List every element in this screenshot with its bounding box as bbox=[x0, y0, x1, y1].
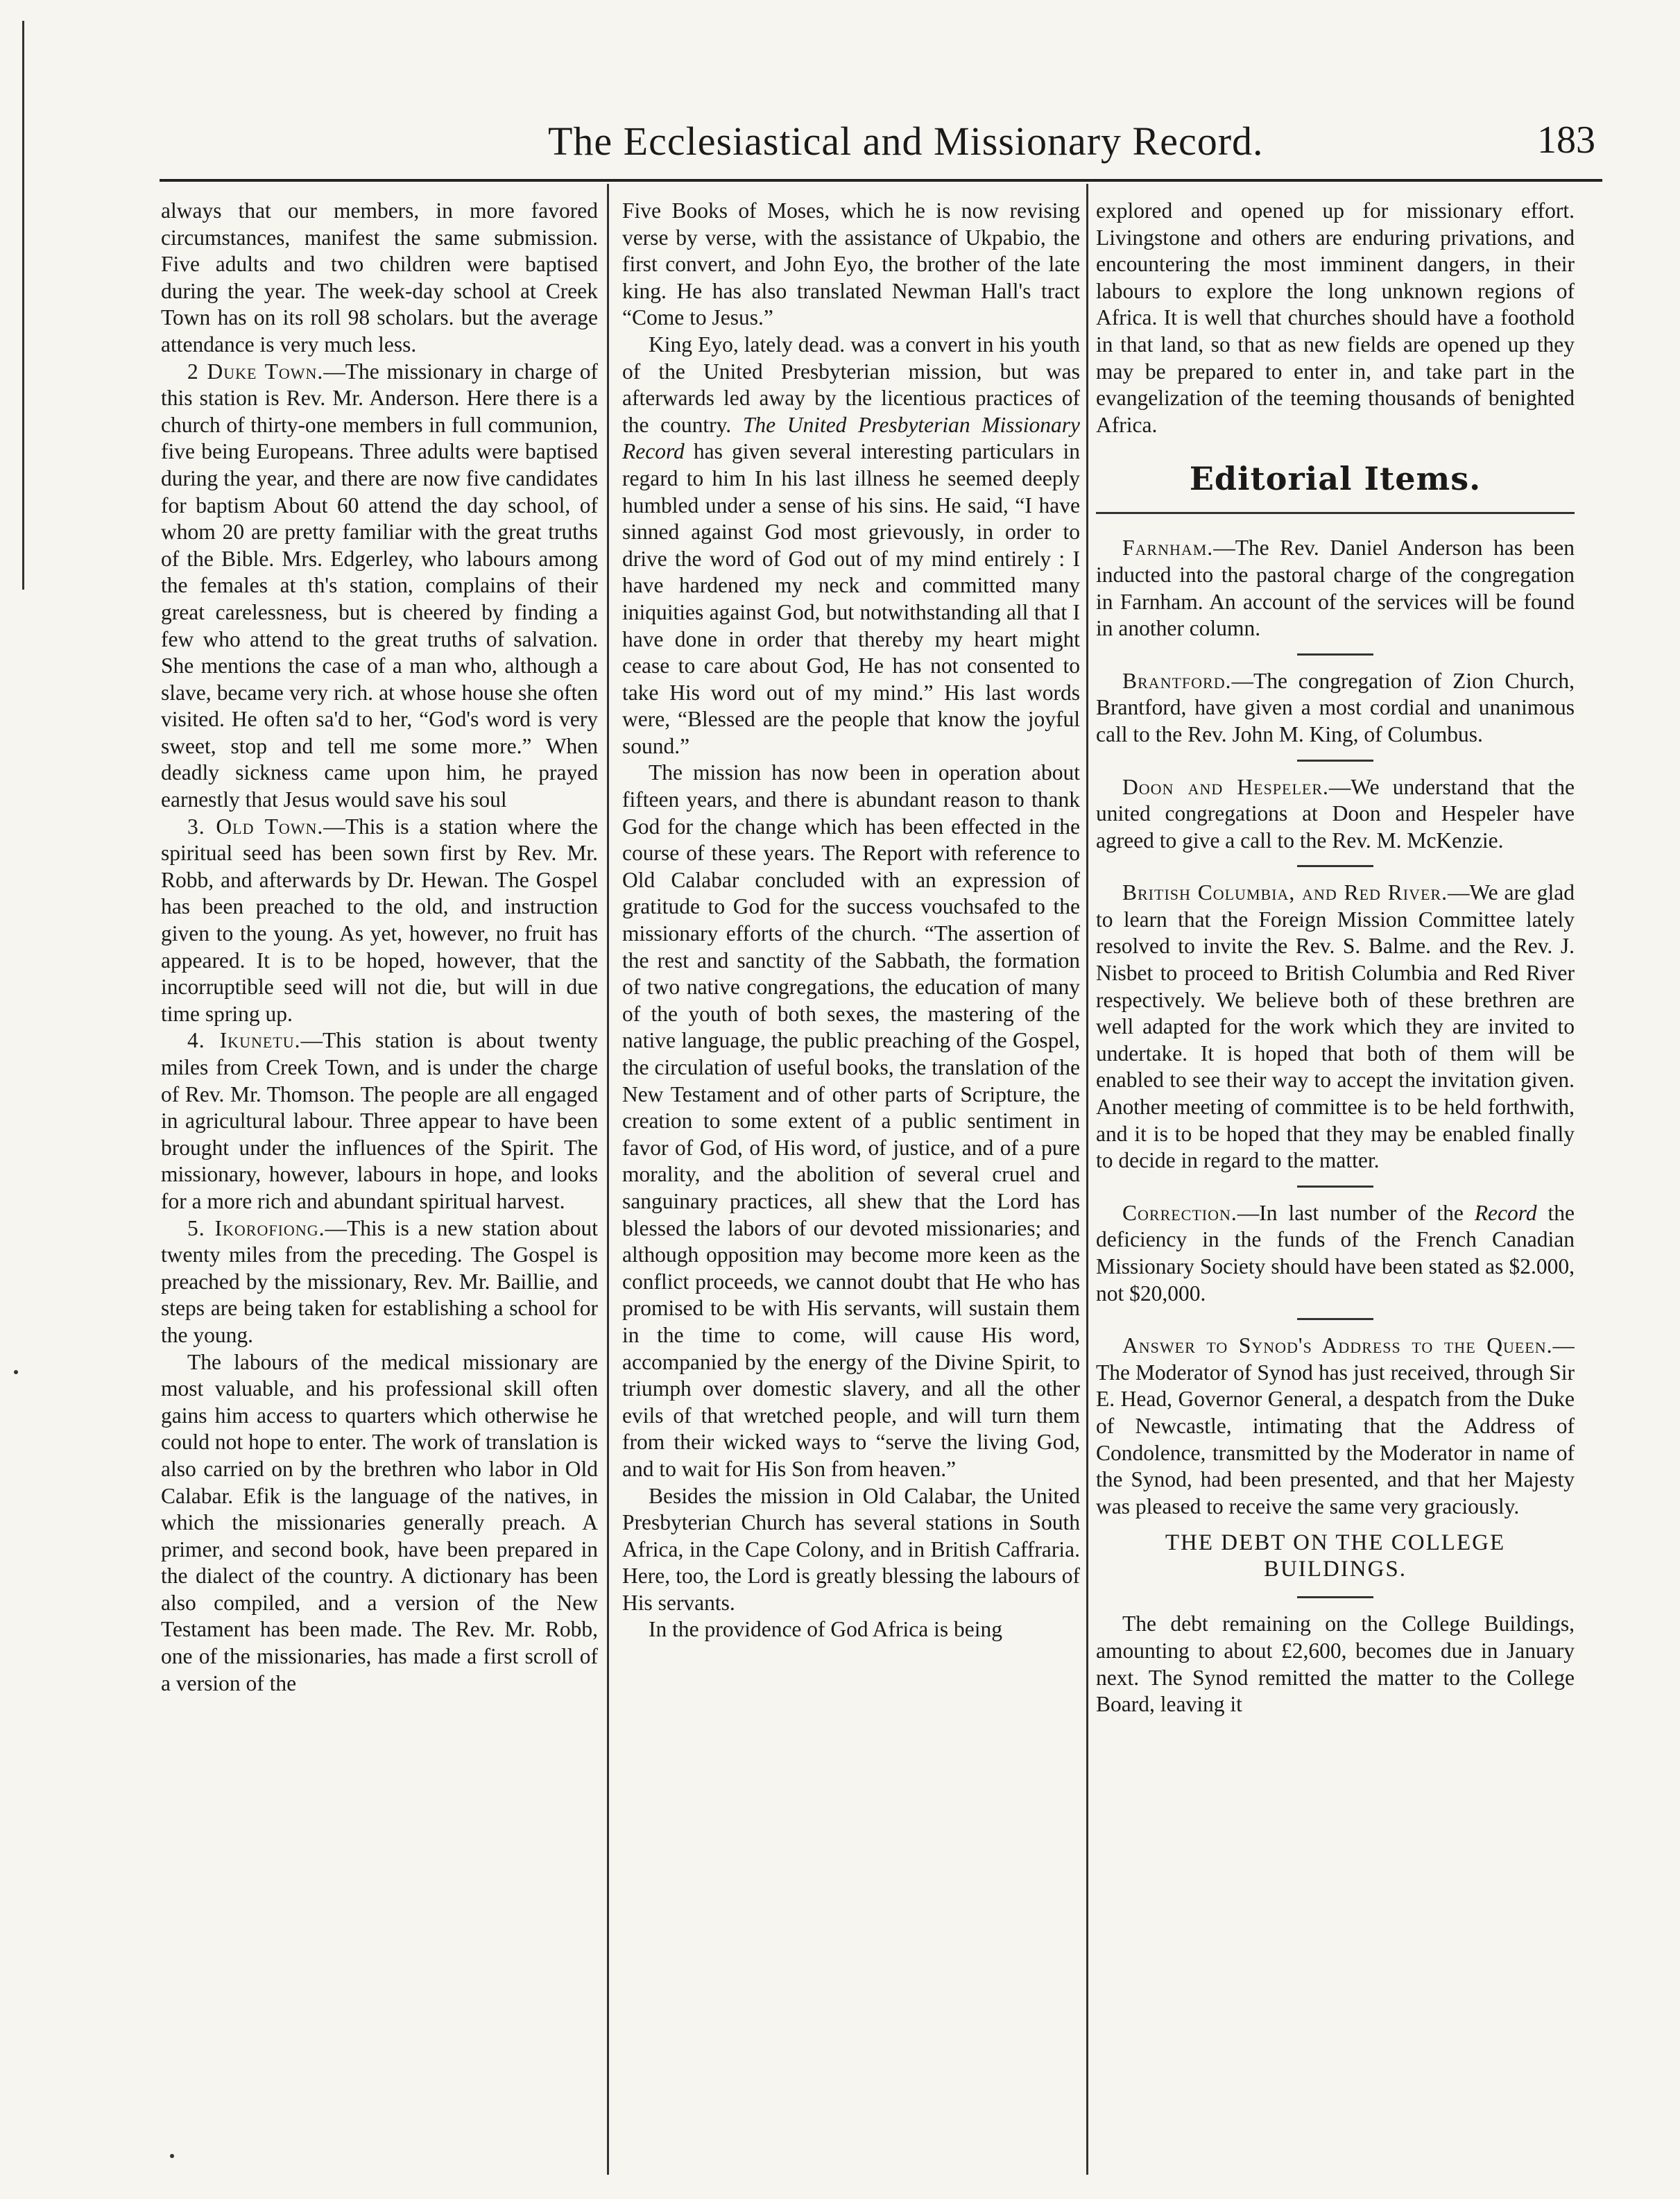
item-lead: Answer to Synod's Address to the Queen. bbox=[1122, 1333, 1553, 1358]
paragraph-text: King Eyo, lately dead. was a convert in his youth of the United Presbyterian mission, but was afterwards led away by the licentious practices of the country. bbox=[622, 332, 1080, 437]
column-divider bbox=[607, 184, 609, 2175]
publication-title: The United Presbyterian Missionary Record bbox=[622, 412, 1080, 464]
editorial-item bbox=[1096, 1333, 1575, 1520]
item-text: the deficiency in the funds of the French Canadian Missionary Society should have been stated as $2.000, not $20,000. bbox=[1096, 1200, 1575, 1306]
paragraph: Five Books of Moses, which he is now revising verse by verse, with the assistance of Ukpabio, the first convert, and John Eyo, the brother of the late king. He has also translated Newman Hall's tract “Come to Jesus.” bbox=[622, 198, 1080, 330]
editorial-item bbox=[1096, 774, 1575, 855]
editorial-item bbox=[1096, 535, 1575, 642]
heading-rule bbox=[1297, 1596, 1373, 1598]
article-heading: THE DEBT ON THE COLLEGE BUILDINGS. bbox=[1165, 1530, 1506, 1582]
item-rule bbox=[1297, 653, 1373, 656]
item-rule bbox=[1297, 760, 1373, 762]
section-lead: 2 Duke Town. bbox=[187, 359, 324, 384]
section-heading: Editorial Items. bbox=[1189, 460, 1482, 498]
scan-margin-line bbox=[22, 21, 24, 590]
scan-speck bbox=[14, 1370, 18, 1374]
item-lead: Brantford. bbox=[1122, 668, 1232, 693]
item-lead: British Columbia, and Red River. bbox=[1122, 880, 1448, 905]
item-lead: Doon and Hespeler. bbox=[1122, 774, 1329, 799]
item-text: —The Rev. Daniel Anderson has been inducted into the pastoral charge of the congregation in Farnham. An account of the services will be found in another column. bbox=[1096, 536, 1575, 641]
item-text: —We understand that the united congregations at Doon and Hespeler have agreed to give a call to the Rev. M. McKenzie. bbox=[1096, 774, 1575, 853]
item-rule bbox=[1297, 865, 1373, 867]
paragraph-text: —This is a new station about twenty miles from the preceding. The Gospel is preached by the missionary, Rev. Mr. Baillie, and steps are being taken for establishing a school for the young. bbox=[161, 1215, 598, 1347]
paragraph bbox=[161, 1027, 598, 1215]
column-1 bbox=[161, 198, 598, 2175]
paragraph-text: has given several interesting particulars in regard to him In his last illness he seemed deeply humbled under a sense of his sins. He said, “I have sinned against God most grievously, in order to drive the word of God out of my mind entirely : I have hardened my neck and committed many iniquities against God, but notwithstanding all that I have done in order that thereby my heart might cease to care about God, He has not consented to take His word out of my mind.” His last words were, “Blessed are the people that know the joyful sound.” bbox=[622, 439, 1080, 758]
section-lead: 3. Old Town. bbox=[187, 814, 324, 839]
paragraph: The labours of the medical missionary are most valuable, and his professional skill often gains him access to quarters which otherwise he could not hope to enter. The work of translation is also carried on by the brethren who labor in Old Calabar. Efik is the language of the natives, in which the missionaries generally preach. A primer, and second book, have been prepared in the dialect of the country. A dictionary has been also compiled, and a version of the New Testament has been made. The Rev. Mr. Robb, one of the missionaries, has made a first scroll of a version of the bbox=[161, 1349, 598, 1695]
running-title: The Ecclesiastical and Missionary Record. bbox=[548, 119, 1264, 164]
paragraph bbox=[161, 814, 598, 1028]
item-text: —The Moderator of Synod has just received, through Sir E. Head, Governor General, a despatch from the Duke of Newcastle, intimating that the Address of Condolence, transmitted by the Moderator in name of the Synod, had been presented, and that her Majesty was pleased to receive the same very graciously. bbox=[1096, 1333, 1575, 1518]
item-text: —The congregation of Zion Church, Brantford, have given a most cordial and unanimous call to the Rev. John M. King, of Columbus. bbox=[1096, 668, 1575, 746]
section-lead: 5. Ikorofiong. bbox=[187, 1215, 325, 1240]
item-lead: Correction. bbox=[1122, 1200, 1237, 1225]
section-lead: 4. Ikunetu. bbox=[187, 1028, 301, 1053]
editorial-item bbox=[1096, 1200, 1575, 1307]
paragraph-text: —This station is about twenty miles from Creek Town, and is under the charge of Rev. Mr. Thomson. The people are all engaged in agricultural labour. Three appear to have been brought under the influences of the Spirit. The missionary, however, labours in hope, and looks for a more rich and abundant spiritual harvest. bbox=[161, 1028, 598, 1213]
paragraph: always that our members, in more favored circumstances, manifest the same submission. Five adults and two children were baptised during the year. The week-day school at Creek Town has on its roll 98 scholars. but the average attendance is very much less. bbox=[161, 198, 598, 357]
item-rule bbox=[1297, 1318, 1373, 1320]
section-rule bbox=[1096, 512, 1575, 514]
paragraph bbox=[161, 1215, 598, 1349]
item-text: —We are glad to learn that the Foreign Mission Committee lately resolved to invite the Rev. S. Balme. and the Rev. J. Nisbet to proceed to British Columbia and Red River respectively. We believe both of these brethren are well adapted for the work which they are invited to undertake. It is hoped that both of them will be enabled to see their way to accept the invitation given. Another meeting of committee is to be held forthwith, and it is to be hoped that they may be enabled finally to decide in regard to the matter. bbox=[1096, 880, 1575, 1173]
item-lead: Farnham. bbox=[1122, 536, 1214, 561]
paragraph-text: —This is a station where the spiritual seed has been sown first by Rev. Mr. Robb, and afterwards by Dr. Hewan. The Gospel has been preached to the old, and instruction given to the young. As yet, however, no fruit has appeared. It is to be hoped, however, that the incorruptible seed will not die, but will in due time spring up. bbox=[161, 814, 598, 1026]
header-rule bbox=[160, 179, 1602, 182]
item-text: —In last number of the bbox=[1237, 1200, 1464, 1225]
paragraph-text: —The missionary in charge of this station is Rev. Mr. Anderson. Here there is a church of thirty-one members in full communion, five being Europeans. Three adults were baptised during the year, and there are now five candidates for baptism About 60 attend the day school, of whom 20 are pretty familiar with the great truths of the Bible. Mrs. Edgerley, who labours among the females at th's station, complains of their great carelessness, but is cheered by finding a few who attend to the great truths of salvation. She mentions the case of a man who, although a slave, became very rich. at whose house she often visited. He often sa'd to her, “God's word is very sweet, stop and tell me some more.” When deadly sickness came upon him, he prayed earnestly that Jesus would save his soul bbox=[161, 359, 598, 812]
paragraph bbox=[622, 332, 1080, 760]
item-rule bbox=[1297, 1186, 1373, 1188]
paragraph: The debt remaining on the College Buildings, amounting to about £2,600, becomes due in January next. The Synod remitted the matter to the College Board, leaving it bbox=[1096, 1611, 1575, 1717]
paragraph bbox=[161, 359, 598, 814]
editorial-item bbox=[1096, 668, 1575, 748]
page-number: 183 bbox=[1537, 119, 1595, 162]
column-divider bbox=[1086, 184, 1088, 2175]
page-header bbox=[139, 118, 1595, 173]
paragraph: explored and opened up for missionary effort. Livingstone and others are enduring privations, and encountering the most imminent dangers, in their labours to explore the long unknown regions of Africa. It is well that churches should have a foothold in that land, so that as new fields are opened up they may be prepared to enter in, and take part in the evangelization of the teeming thousands of benighted Africa. bbox=[1096, 198, 1575, 437]
publication-title: Record bbox=[1474, 1200, 1537, 1225]
column-2 bbox=[622, 198, 1080, 2175]
paragraph: Besides the mission in Old Calabar, the United Presbyterian Church has several stations in South Africa, in the Cape Colony, and in British Caffraria. Here, too, the Lord is greatly blessing the labours of His servants. bbox=[622, 1483, 1080, 1615]
editorial-item bbox=[1096, 880, 1575, 1174]
paragraph: The mission has now been in operation about fifteen years, and there is abundant reason to thank God for the change which has been effected in the course of these years. The Report with reference to Old Calabar concluded with an expression of gratitude to God for the success vouchsafed to the missionary efforts of the church. “The assertion of the rest and sanctity of the Sabbath, the formation of two native congregations, the education of many of the youth of both sexes, the mastering of the native language, the public preaching of the Gospel, the circulation of useful books, the translation of the New Testament and of other parts of Scripture, the creation to some extent of a public sentiment in favor of God, of His word, of justice, and of a pure morality, and the abolition of several cruel and sanguinary practices, all shew that the Lord has blessed the labors of our devoted missionaries; and although opposition may become more keen as the conflict proceeds, we cannot doubt that He who has promised to be with His servants, will sustain them in the time to come, will cause His word, accompanied by the energy of the Divine Spirit, to triumph over domestic slavery, and all the other evils of that wretched people, and will turn them from their wicked ways to “serve the living God, and to wait for His Son from heaven.” bbox=[622, 760, 1080, 1481]
column-3 bbox=[1096, 198, 1575, 2175]
paragraph: In the providence of God Africa is being bbox=[649, 1617, 1002, 1642]
